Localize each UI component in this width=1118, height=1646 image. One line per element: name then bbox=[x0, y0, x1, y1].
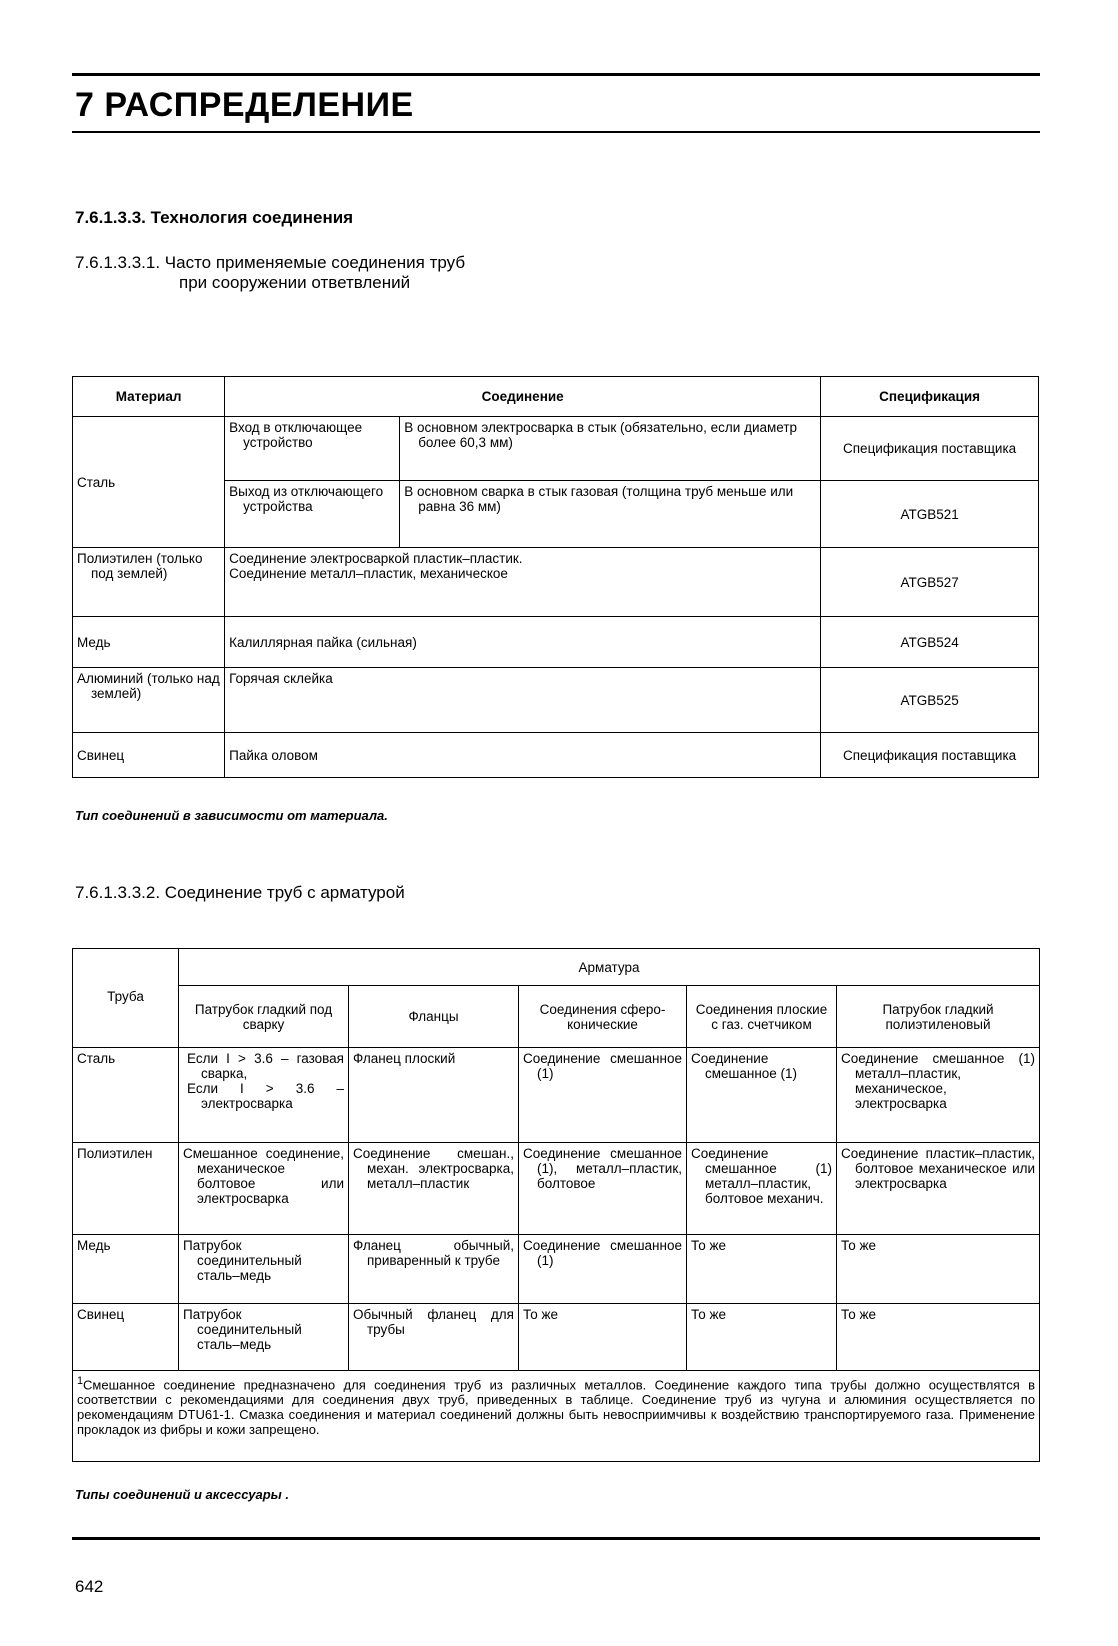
header-connection: Соединение bbox=[225, 377, 821, 417]
material-cell: Алюминий (только над землей) bbox=[73, 668, 225, 733]
spec-cell: ATGB521 bbox=[821, 481, 1039, 548]
connection-point-cell: Выход из отключающего устройства bbox=[225, 481, 400, 548]
header-pipe: Труба bbox=[73, 949, 179, 1048]
subsection1-line2: при сооружении ответвлений bbox=[179, 273, 411, 292]
cell-line: Если I > 3.6 – электросварка bbox=[187, 1081, 344, 1111]
table-cell: Фланец плоский bbox=[349, 1048, 519, 1143]
header-column: Патрубок гладкий под сварку bbox=[179, 986, 349, 1048]
pipe-cell: Сталь bbox=[73, 1048, 179, 1143]
connection-method-cell: В основном электросварка в стык (обязательно, если диаметр более 60,3 мм) bbox=[400, 417, 821, 481]
table-cell: Соединение смешанное (1), металл–пластик, болтовое bbox=[519, 1143, 687, 1235]
table-row bbox=[73, 1304, 1040, 1371]
material-cell: Медь bbox=[73, 617, 225, 668]
fittings-table bbox=[72, 948, 1040, 1462]
table-subheader-row bbox=[73, 986, 1040, 1048]
table-row bbox=[73, 417, 1039, 481]
table-cell: Смешанное соединение, механическое болтовое или электросварка bbox=[179, 1143, 349, 1235]
table-cell: Соединение смешанное (1) металл–пластик, болтовое механич. bbox=[687, 1143, 837, 1235]
connection-cell: Горячая склейка bbox=[225, 668, 821, 733]
header-column: Патрубок гладкий полиэтиленовый bbox=[837, 986, 1040, 1048]
connection-point-cell: Вход в отключающее устройство bbox=[225, 417, 400, 481]
pipe-cell: Полиэтилен bbox=[73, 1143, 179, 1235]
table-cell: То же bbox=[837, 1304, 1040, 1371]
footnote-cell bbox=[73, 1371, 1040, 1462]
connection-method-cell: В основном сварка в стык газовая (толщина труб меньше или равна 36 мм) bbox=[400, 481, 821, 548]
table-cell: Соединение смешан., механ. электросварка, металл–пластик bbox=[349, 1143, 519, 1235]
material-cell: Сталь bbox=[73, 417, 225, 548]
table-row bbox=[73, 548, 1039, 617]
pipe-cell: Свинец bbox=[73, 1304, 179, 1371]
table-cell bbox=[179, 1048, 349, 1143]
table-header-row bbox=[73, 377, 1039, 417]
table-cell: Соединение смешанное (1) bbox=[519, 1235, 687, 1304]
materials-table bbox=[72, 376, 1039, 778]
table1-caption: Тип соединений в зависимости от материала. bbox=[75, 808, 388, 823]
table-cell: Соединение смешанное (1) bbox=[519, 1048, 687, 1143]
cell-line: Если I > 3.6 – газовая сварка, bbox=[187, 1051, 344, 1081]
subsection2-heading: 7.6.1.3.3.2. Соединение труб с арматурой bbox=[75, 883, 405, 902]
table-row bbox=[73, 733, 1039, 778]
section-heading: 7.6.1.3.3. Технология соединения bbox=[75, 208, 354, 227]
top-rule bbox=[72, 73, 1040, 76]
connection-cell bbox=[225, 548, 821, 617]
connection-line: Соединение металл–пластик, механическое bbox=[229, 566, 508, 581]
table-row bbox=[73, 1143, 1040, 1235]
table-cell: Обычный фланец для трубы bbox=[349, 1304, 519, 1371]
header-spec: Спецификация bbox=[821, 377, 1039, 417]
footnote-row bbox=[73, 1371, 1040, 1462]
spec-cell: ATGB524 bbox=[821, 617, 1039, 668]
table2-caption: Типы соединений и аксессуары . bbox=[75, 1487, 290, 1502]
chapter-title: 7 РАСПРЕДЕЛЕНИЕ bbox=[75, 86, 414, 124]
chapter-rule bbox=[72, 131, 1040, 133]
pipe-cell: Медь bbox=[73, 1235, 179, 1304]
header-fittings: Арматура bbox=[179, 949, 1040, 986]
material-cell: Полиэтилен (только под землей) bbox=[73, 548, 225, 617]
spec-cell: Спецификация поставщика bbox=[821, 417, 1039, 481]
table-cell: Соединение смешанное (1) bbox=[687, 1048, 837, 1143]
table-cell: То же bbox=[687, 1235, 837, 1304]
table-cell: То же bbox=[519, 1304, 687, 1371]
footnote-text: Смешанное соединение предназначено для соединения труб из различных металлов. Соединение каждого типа трубы должно осуществлятся в соответствии с рекомендациями для соединения двух труб, приведенных в таблице. Соединение труб из чугуна и алюминия осуществляется по рекомендациям DTU61-1. Смазка соединения и материал соединений должны быть невосприимчивы к воздействию транспортируемого газа. Применение прокладок из фибры и кожи запрещено. bbox=[77, 1377, 1036, 1438]
spec-cell: Спецификация поставщика bbox=[821, 733, 1039, 778]
spec-cell: ATGB527 bbox=[821, 548, 1039, 617]
bottom-rule bbox=[72, 1537, 1040, 1540]
table-cell: Соединение пластик–пластик, болтовое механическое или электросварка bbox=[837, 1143, 1040, 1235]
connection-cell: Калиллярная пайка (сильная) bbox=[225, 617, 821, 668]
table-cell: Патрубок соединительный сталь–медь bbox=[179, 1304, 349, 1371]
connection-line: Соединение электросваркой пластик–пластик. bbox=[229, 551, 523, 566]
page-number: 642 bbox=[75, 1577, 104, 1596]
header-column: Соединения сферо-конические bbox=[519, 986, 687, 1048]
header-column: Соединения плоские с газ. счетчиком bbox=[687, 986, 837, 1048]
table-header-row bbox=[73, 949, 1040, 986]
table-cell: Соединение смешанное (1) металл–пластик, механическое, электросварка bbox=[837, 1048, 1040, 1143]
header-material: Материал bbox=[73, 377, 225, 417]
table-row bbox=[73, 617, 1039, 668]
material-cell: Свинец bbox=[73, 733, 225, 778]
table-row bbox=[73, 1048, 1040, 1143]
subsection1-line1: 7.6.1.3.3.1. Часто применяемые соединения труб bbox=[75, 253, 466, 272]
table-cell: То же bbox=[837, 1235, 1040, 1304]
table-cell: То же bbox=[687, 1304, 837, 1371]
footnote-mark: 1 bbox=[77, 1375, 84, 1387]
table-cell: Фланец обычный, приваренный к трубе bbox=[349, 1235, 519, 1304]
table-row bbox=[73, 1235, 1040, 1304]
spec-cell: ATGB525 bbox=[821, 668, 1039, 733]
table-row bbox=[73, 668, 1039, 733]
header-column: Фланцы bbox=[349, 986, 519, 1048]
table-cell: Патрубок соединительный сталь–медь bbox=[179, 1235, 349, 1304]
subsection1-heading bbox=[75, 253, 465, 293]
connection-cell: Пайка оловом bbox=[225, 733, 821, 778]
